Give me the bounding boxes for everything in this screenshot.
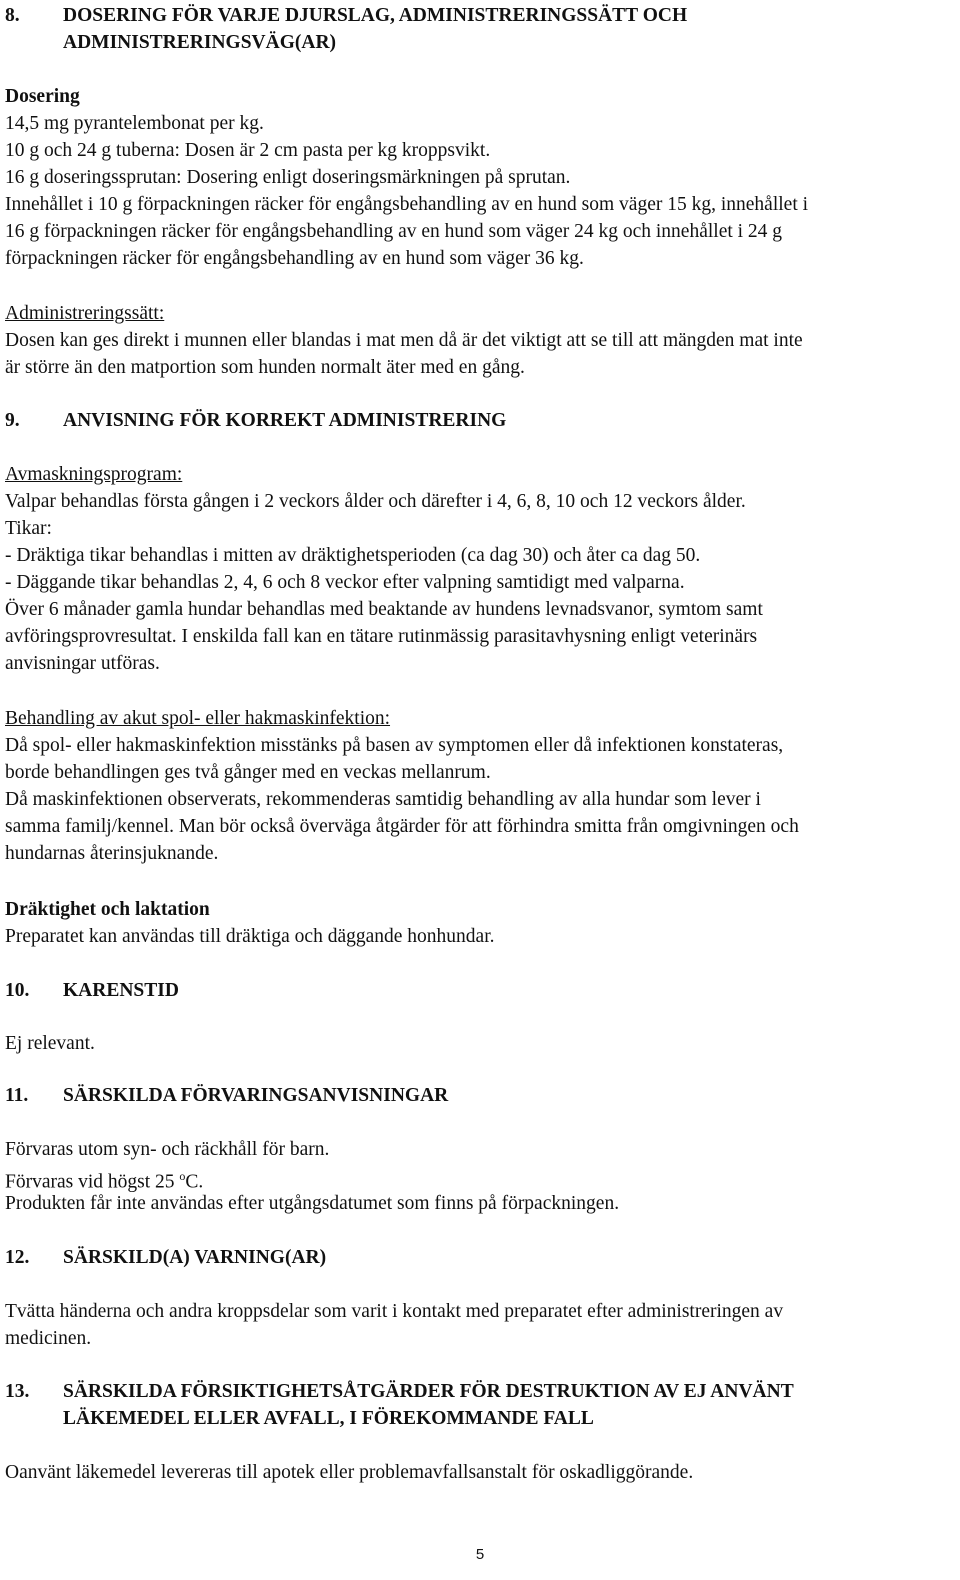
akut-infektion-line: hundarnas återinsjuknande. — [5, 843, 219, 864]
section-8-number: 8. — [5, 5, 20, 26]
section-10-title: KARENSTID — [63, 980, 179, 1001]
dosering-line: förpackningen räcker för engångsbehandling av en hund som väger 36 kg. — [5, 248, 584, 269]
avmaskningsprogram-line: Tikar: — [5, 518, 52, 539]
section-10-number: 10. — [5, 980, 30, 1001]
page-number: 5 — [475, 1546, 485, 1563]
section-12-title: SÄRSKILD(A) VARNING(AR) — [63, 1247, 327, 1268]
akut-infektion-line: Då maskinfektionen observerats, rekommenderas samtidig behandling av alla hundar som lever i — [5, 789, 761, 810]
forvaring-line: Förvaras utom syn- och räckhåll för barn. — [5, 1139, 330, 1160]
avmaskningsprogram-line: Valpar behandlas första gången i 2 veckors ålder och därefter i 4, 6, 8, 10 och 12 veckors ålder. — [5, 491, 746, 512]
avmaskningsprogram-line: Över 6 månader gamla hundar behandlas med beaktande av hundens levnadsvanor, symtom samt — [5, 599, 763, 620]
temperature-text: Förvaras vid högst 25 — [5, 1171, 180, 1193]
avmaskningsprogram-line: - Däggande tikar behandlas 2, 4, 6 och 8 veckor efter valpning samtidigt med valparna. — [5, 572, 685, 593]
dosering-line: 10 g och 24 g tuberna: Dosen är 2 cm pasta per kg kroppsvikt. — [5, 140, 491, 161]
administreringssatt-heading: Administreringssätt: — [5, 303, 165, 324]
section-9-number: 9. — [5, 410, 20, 431]
administreringssatt-line: är större än den matportion som hunden normalt äter med en gång. — [5, 357, 525, 378]
akut-infektion-line: samma familj/kennel. Man bör också överväga åtgärder för att förhindra smitta från omgivningen och — [5, 816, 799, 837]
draktighet-line: Preparatet kan användas till dräktiga och däggande honhundar. — [5, 926, 495, 947]
section-11-number: 11. — [5, 1085, 29, 1106]
avmaskningsprogram-line: avföringsprovresultat. I enskilda fall kan en tätare rutinmässig parasitavhysning enligt veterinärs — [5, 626, 758, 647]
section-13-title-line1: SÄRSKILDA FÖRSIKTIGHETSÅTGÄRDER FÖR DESTRUKTION AV EJ ANVÄNT — [63, 1381, 794, 1402]
dosering-line: 16 g doseringssprutan: Dosering enligt doseringsmärkningen på sprutan. — [5, 167, 571, 188]
karenstid-line: Ej relevant. — [5, 1033, 95, 1054]
section-8-title-line1: DOSERING FÖR VARJE DJURSLAG, ADMINISTRERINGSSÄTT OCH — [63, 5, 688, 26]
section-13-number: 13. — [5, 1381, 30, 1402]
varning-line: Tvätta händerna och andra kroppsdelar som varit i kontakt med preparatet efter administreringen av — [5, 1301, 784, 1322]
dosering-line: 14,5 mg pyrantelembonat per kg. — [5, 113, 264, 134]
avmaskningsprogram-line: - Dräktiga tikar behandlas i mitten av dräktighetsperioden (ca dag 30) och åter ca dag 50. — [5, 545, 701, 566]
destruktion-line: Oanvänt läkemedel levereras till apotek eller problemavfallsanstalt för oskadliggörande. — [5, 1462, 694, 1483]
administreringssatt-line: Dosen kan ges direkt i munnen eller blandas i mat men då är det viktigt att se till att mängden mat inte — [5, 330, 803, 351]
forvaring-line: Produkten får inte användas efter utgångsdatumet som finns på förpackningen. — [5, 1193, 620, 1214]
dosering-heading: Dosering — [5, 86, 80, 107]
varning-line: medicinen. — [5, 1328, 92, 1349]
temperature-unit: C. — [185, 1171, 204, 1193]
section-8-title-line2: ADMINISTRERINGSVÄG(AR) — [63, 32, 337, 53]
section-9-title: ANVISNING FÖR KORREKT ADMINISTRERING — [63, 410, 507, 431]
section-13-title-line2: LÄKEMEDEL ELLER AVFALL, I FÖREKOMMANDE FALL — [63, 1408, 594, 1429]
dosering-line: 16 g förpackningen räcker för engångsbehandling av en hund som väger 24 kg och innehållet i 24 g — [5, 221, 783, 242]
draktighet-heading: Dräktighet och laktation — [5, 899, 210, 920]
akut-infektion-line: borde behandlingen ges två gånger med en veckas mellanrum. — [5, 762, 491, 783]
section-12-number: 12. — [5, 1247, 30, 1268]
akut-infektion-line: Då spol- eller hakmaskinfektion misstänks på basen av symptomen eller då infektionen konstateras, — [5, 735, 784, 756]
akut-infektion-heading: Behandling av akut spol- eller hakmaskinfektion: — [5, 708, 391, 729]
avmaskningsprogram-line: anvisningar utföras. — [5, 653, 160, 674]
dosering-line: Innehållet i 10 g förpackningen räcker för engångsbehandling av en hund som väger 15 kg, innehållet i — [5, 194, 809, 215]
section-11-title: SÄRSKILDA FÖRVARINGSANVISNINGAR — [63, 1085, 449, 1106]
avmaskningsprogram-heading: Avmaskningsprogram: — [5, 464, 183, 485]
degree-superscript: o — [179, 1169, 186, 1183]
